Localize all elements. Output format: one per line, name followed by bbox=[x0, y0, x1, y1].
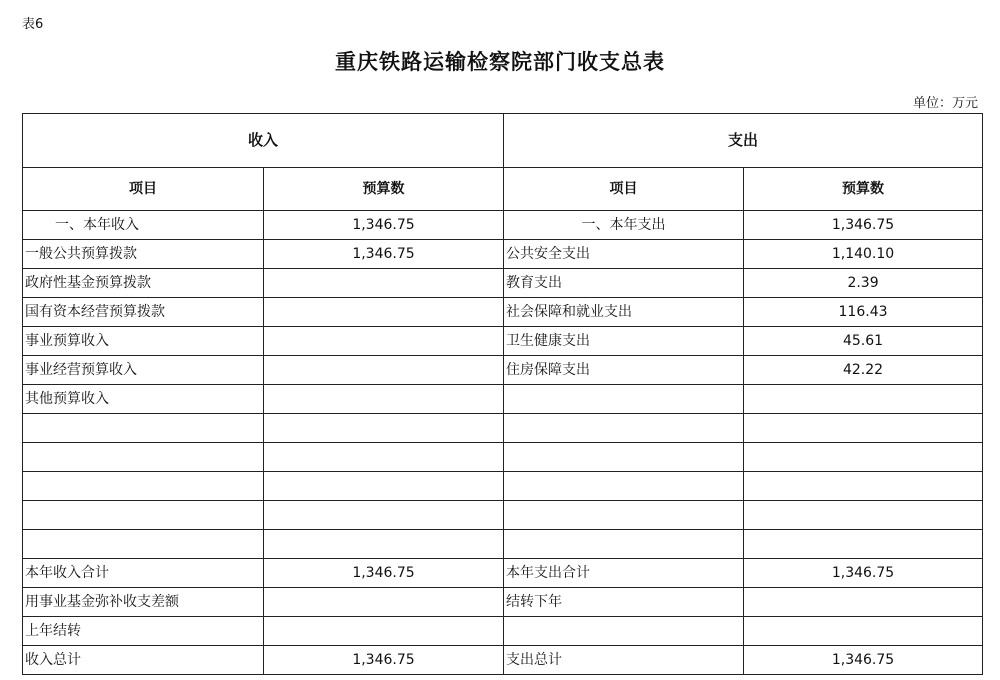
unit-label: 单位：万元 bbox=[912, 96, 978, 111]
expense-item-cell: 结转下年 bbox=[504, 588, 744, 617]
table-row bbox=[23, 385, 983, 414]
expense-item-cell: 本年支出合计 bbox=[504, 559, 744, 588]
expense-item-cell bbox=[504, 530, 744, 559]
income-value-cell bbox=[264, 530, 504, 559]
income-item-cell bbox=[23, 501, 264, 530]
income-value-cell: 1,346.75 bbox=[264, 646, 504, 675]
expense-value-cell: 42.22 bbox=[744, 356, 983, 385]
column-header-row bbox=[23, 168, 983, 211]
table-row bbox=[23, 443, 983, 472]
expense-item-cell bbox=[504, 472, 744, 501]
expense-value-cell: 116.43 bbox=[744, 298, 983, 327]
income-value-cell bbox=[264, 269, 504, 298]
income-value-cell bbox=[264, 472, 504, 501]
table-row bbox=[23, 617, 983, 646]
income-item-header: 项目 bbox=[23, 168, 264, 211]
income-item-cell: 政府性基金预算拨款 bbox=[23, 269, 264, 298]
income-value-cell bbox=[264, 443, 504, 472]
income-value-cell: 1,346.75 bbox=[264, 240, 504, 269]
table-number-label: 表6 bbox=[22, 17, 44, 32]
expense-value-cell: 1,346.75 bbox=[744, 211, 983, 240]
expense-value-cell: 2.39 bbox=[744, 269, 983, 298]
table-row bbox=[23, 501, 983, 530]
section-header-row bbox=[23, 114, 983, 168]
expense-item-cell bbox=[504, 501, 744, 530]
income-value-cell bbox=[264, 588, 504, 617]
expense-item-cell: 卫生健康支出 bbox=[504, 327, 744, 356]
income-item-cell: 一、本年收入 bbox=[23, 211, 264, 240]
table-row bbox=[23, 588, 983, 617]
expense-value-cell bbox=[744, 472, 983, 501]
expense-item-cell: 公共安全支出 bbox=[504, 240, 744, 269]
table-row bbox=[23, 472, 983, 501]
income-item-cell: 上年结转 bbox=[23, 617, 264, 646]
income-expense-table bbox=[22, 113, 983, 675]
income-section-header: 收入 bbox=[23, 114, 504, 168]
income-budget-header: 预算数 bbox=[264, 168, 504, 211]
income-value-cell bbox=[264, 298, 504, 327]
income-value-cell bbox=[264, 414, 504, 443]
income-value-cell bbox=[264, 501, 504, 530]
income-item-cell: 收入总计 bbox=[23, 646, 264, 675]
income-item-cell bbox=[23, 472, 264, 501]
income-item-cell bbox=[23, 530, 264, 559]
expense-value-cell: 1,346.75 bbox=[744, 559, 983, 588]
table-row bbox=[23, 327, 983, 356]
income-item-cell: 一般公共预算拨款 bbox=[23, 240, 264, 269]
income-item-cell: 国有资本经营预算拨款 bbox=[23, 298, 264, 327]
expense-value-cell bbox=[744, 385, 983, 414]
expense-value-cell: 1,140.10 bbox=[744, 240, 983, 269]
income-value-cell bbox=[264, 356, 504, 385]
income-item-cell: 其他预算收入 bbox=[23, 385, 264, 414]
expense-item-header: 项目 bbox=[504, 168, 744, 211]
income-item-cell: 事业经营预算收入 bbox=[23, 356, 264, 385]
income-item-cell: 本年收入合计 bbox=[23, 559, 264, 588]
expense-value-cell bbox=[744, 530, 983, 559]
table-row bbox=[23, 269, 983, 298]
expense-value-cell bbox=[744, 501, 983, 530]
income-item-cell bbox=[23, 414, 264, 443]
expense-item-cell bbox=[504, 414, 744, 443]
table-row bbox=[23, 559, 983, 588]
income-value-cell: 1,346.75 bbox=[264, 559, 504, 588]
expense-section-header: 支出 bbox=[504, 114, 983, 168]
income-value-cell bbox=[264, 385, 504, 414]
expense-value-cell bbox=[744, 414, 983, 443]
table-row bbox=[23, 414, 983, 443]
income-value-cell: 1,346.75 bbox=[264, 211, 504, 240]
page-title: 重庆铁路运输检察院部门收支总表 bbox=[335, 50, 665, 74]
table-row bbox=[23, 530, 983, 559]
expense-item-cell bbox=[504, 443, 744, 472]
expense-value-cell bbox=[744, 617, 983, 646]
table-row bbox=[23, 356, 983, 385]
table-row bbox=[23, 646, 983, 675]
table-row bbox=[23, 298, 983, 327]
expense-item-cell bbox=[504, 385, 744, 414]
expense-item-cell: 支出总计 bbox=[504, 646, 744, 675]
expense-item-cell: 教育支出 bbox=[504, 269, 744, 298]
income-value-cell bbox=[264, 327, 504, 356]
expense-value-cell: 1,346.75 bbox=[744, 646, 983, 675]
expense-item-cell bbox=[504, 617, 744, 646]
expense-item-cell: 一、本年支出 bbox=[504, 211, 744, 240]
income-item-cell: 事业预算收入 bbox=[23, 327, 264, 356]
expense-value-cell: 45.61 bbox=[744, 327, 983, 356]
income-item-cell: 用事业基金弥补收支差额 bbox=[23, 588, 264, 617]
table-row bbox=[23, 211, 983, 240]
expense-item-cell: 住房保障支出 bbox=[504, 356, 744, 385]
table-row bbox=[23, 240, 983, 269]
income-item-cell bbox=[23, 443, 264, 472]
expense-item-cell: 社会保障和就业支出 bbox=[504, 298, 744, 327]
expense-value-cell bbox=[744, 588, 983, 617]
expense-budget-header: 预算数 bbox=[744, 168, 983, 211]
income-value-cell bbox=[264, 617, 504, 646]
expense-value-cell bbox=[744, 443, 983, 472]
